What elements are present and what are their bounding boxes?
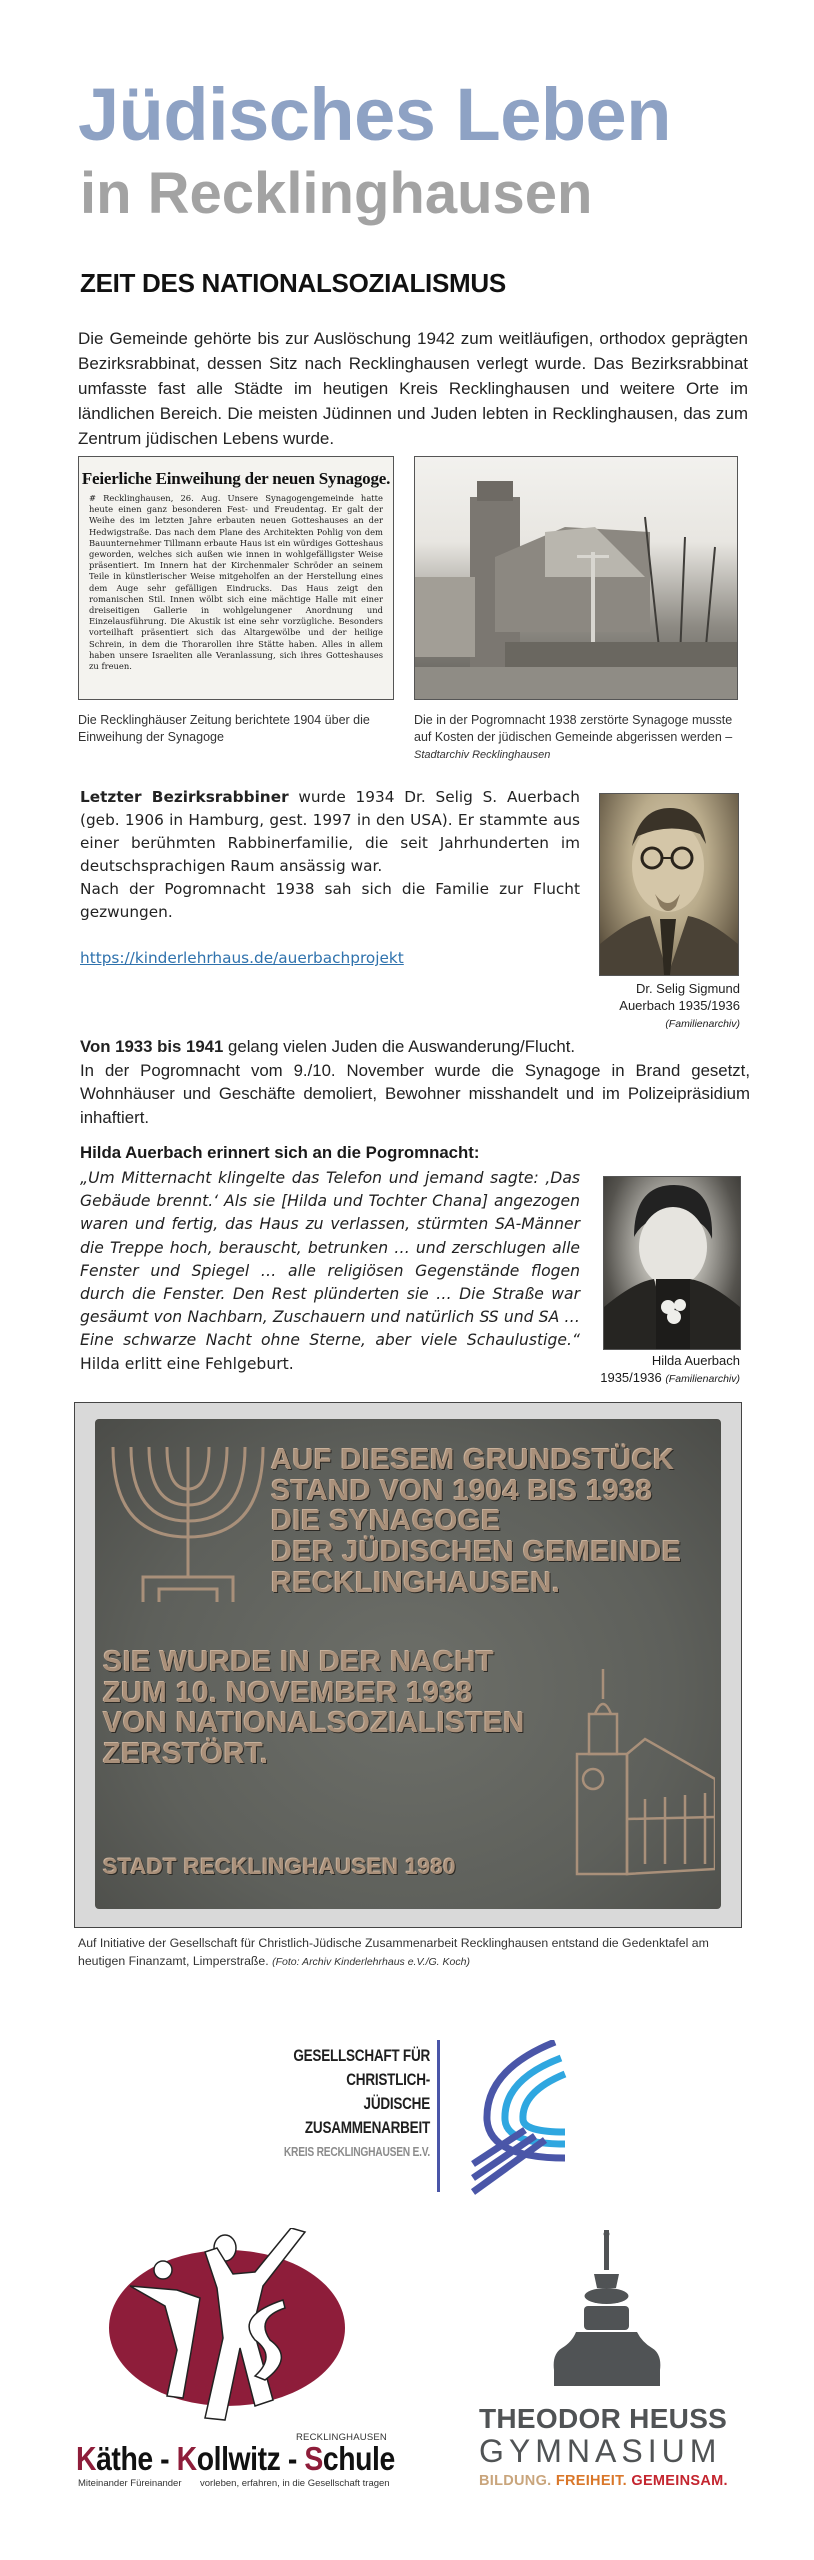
kks-logo-icon	[105, 2228, 355, 2428]
photo-credit: (Familienarchiv)	[665, 1373, 740, 1385]
synagogue-relief-icon	[565, 1669, 715, 1879]
memorial-plaque	[95, 1419, 721, 1909]
history-paragraph: Von 1933 bis 1941 gelang vielen Juden die Auswanderung/Flucht. In der Pogromnacht vom 9./10. November wurde die Synagoge in Brand gesetzt, Wohnhäuser und Geschäfte demoliert, Bewohner misshandelt und im Polizeipräsidium inhaftiert.	[80, 1037, 750, 1127]
rabbi-paragraph: Letzter Bezirksrabbiner wurde 1934 Dr. Selig S. Auerbach (geb. 1906 in Hamburg, gest. 1997 in den USA). Er stammte aus einer berühmten Rabbinerfamilie, die seit Jahrhunderten im deutschsprachigen Raum ansässig war. Nach der Pogromnacht 1938 sah sich die Familie zur Flucht gezwungen. https://kinderlehrhaus.de/auerbachprojekt	[80, 788, 580, 967]
page-title: Jüdisches Leben	[78, 73, 671, 156]
synagogue-illustration	[415, 457, 737, 699]
memorial-plaque-photo	[74, 1402, 742, 1928]
rabbi-portrait-caption: Dr. Selig Sigmund Auerbach 1935/1936 (Familienarchiv)	[619, 981, 740, 1030]
plaque-footer: STADT RECKLINGHAUSEN 1980	[103, 1854, 457, 1879]
menorah-icon	[103, 1437, 273, 1607]
kks-city: RECKLINGHAUSEN	[296, 2432, 387, 2443]
thg-name-line1: THEODOR HEUSS	[479, 2403, 728, 2434]
intro-paragraph: Die Gemeinde gehörte bis zur Auslöschung 1942 zum weitläufigen, orthodox geprägten Bezirksrabbinat, dessen Sitz nach Recklinghausen verlegt wurde. Das Bezirksrabbinat umfasste fast alle Städte im heutigen Kreis Recklinghausen und weitere Orte im ländlichen Bereich. Die meisten Jüdinnen und Juden lebten in Recklinghausen, das zum Zentrum jüdischen Lebens wurde.	[78, 329, 748, 448]
auerbach-project-link[interactable]: https://kinderlehrhaus.de/auerbachprojekt	[80, 949, 404, 967]
gcj-logo-text: GESELLSCHAFT FÜR CHRISTLICH-JÜDISCHE ZUSAMMENARBEIT KREIS RECKLINGHAUSEN E.V.	[283, 2047, 430, 2159]
hilda-heading: Hilda Auerbach erinnert sich an die Pogromnacht:	[80, 1143, 480, 1162]
thg-tower-icon	[540, 2230, 680, 2390]
newspaper-headline: Feierliche Einweihung der neuen Synagoge.	[81, 469, 391, 488]
portrait-illustration	[604, 1177, 740, 1349]
plaque-caption: Auf Initiative der Gesellschaft für Christlich-Jüdische Zusammenarbeit Recklinghausen entstand die Gedenktafel am heutigen Finanzamt, Limperstraße. (Foto: Archiv Kinderlehrhaus e.V./G. Koch)	[78, 1936, 709, 1968]
page-title-location: in Recklinghausen	[80, 161, 593, 226]
gcj-logo-icon	[465, 2040, 580, 2200]
newspaper-caption: Die Recklinghäuser Zeitung berichtete 1904 über die Einweihung der Synagoge	[78, 713, 370, 744]
photo-credit: Stadtarchiv Recklinghausen	[414, 749, 551, 761]
rabbi-portrait	[599, 793, 739, 976]
plaque-inscription-1: AUF DIESEM GRUNDSTÜCK STAND VON 1904 BIS 1938 DIE SYNAGOGE DER JÜDISCHEN GEMEINDE RECKLINGHAUSEN.	[271, 1444, 682, 1599]
newspaper-clipping	[78, 456, 394, 700]
hilda-portrait	[603, 1176, 741, 1350]
photo-credit: (Familienarchiv)	[665, 1018, 740, 1030]
thg-slogan: BILDUNG. FREIHEIT. GEMEINSAM.	[479, 2473, 728, 2489]
thg-name-line2: GYMNASIUM	[479, 2433, 722, 2469]
hilda-quote: „Um Mitternacht klingelte das Telefon und jemand sagte: ‚Das Gebäude brennt.‘ Als sie [Hilda und Tochter Chana] angezogen waren und fertig, das Haus zu verlassen, stürmten SA-Männer die Treppe hoch, berauscht, betrunken … und zerschlugen alle Fenster und Spiegel … alle religiösen Gegenstände flogen durch die Fenster. Den Rest plünderten sie … Die Straße war gesäumt von Nachbarn, Zuschauern und natürlich SS und SA … Eine schwarze Nacht ohne Sterne, aber viele Schaulustige.“ Hilda erlitt eine Fehlgeburt.	[80, 1169, 580, 1373]
kks-motto-left: Miteinander Füreinander	[78, 2478, 182, 2489]
photo-credit: (Foto: Archiv Kinderlehrhaus e.V./G. Koch)	[272, 1956, 470, 1968]
section-heading: ZEIT DES NATIONALSOZIALISMUS	[80, 268, 506, 298]
hilda-portrait-caption: Hilda Auerbach 1935/1936 (Familienarchiv)	[600, 1353, 740, 1385]
synagogue-photo	[414, 456, 738, 700]
newspaper-body: # Recklinghausen, 26. Aug. Unsere Synagogengemeinde hatte heute einen ganz besonderen Fest- und Freudentag. Er galt der Weihe des im letzten Jahre erbauten neuen Gotteshauses an der Hedwigstraße. Das nach dem Plane des Architekten Pohlig von dem Bauunternehmer Tillmann erbaute Haus ist ein würdiges Gotteshaus geworden, welches sich außen wie innen in wohlgefälligster Weise präsentiert. Im Innern hat der Kirchenmaler Schröder an seinem Teile in künstlerischer Weise mitgeholfen an der Herstellung eines dem Auge sehr gefälligen Eindrucks. Das Haus zeigt den romanischen Stil. Innen wölbt sich eine mächtige Halle mit einer dreiseitigen Gallerie in wohlgelungener Anordnung und Einzelausführung. Die Akustik ist eine sehr vorzügliche. Besonders vorteilhaft präsentiert sich das Altargewölbe und der heilige Schrein, in dem die Thorarollen ihre Stätte haben. Alles in allem haben unsere Israeliten alle Veranlassung, sich ihres Gotteshauses zu freuen.	[89, 493, 383, 672]
kks-motto-right: vorleben, erfahren, in die Gesellschaft tragen	[200, 2478, 390, 2489]
plaque-inscription-2: SIE WURDE IN DER NACHT ZUM 10. NOVEMBER 1938 VON NATIONALSOZIALISTEN ZERSTÖRT.	[103, 1646, 525, 1771]
synagogue-caption: Die in der Pogromnacht 1938 zerstörte Synagoge musste auf Kosten der jüdischen Gemeinde abgerissen werden – Stadtarchiv Recklinghausen	[414, 713, 733, 761]
logo-divider	[437, 2040, 440, 2192]
portrait-illustration	[600, 794, 738, 975]
kks-school-name: Käthe - Kollwitz - Schule	[76, 2440, 395, 2477]
